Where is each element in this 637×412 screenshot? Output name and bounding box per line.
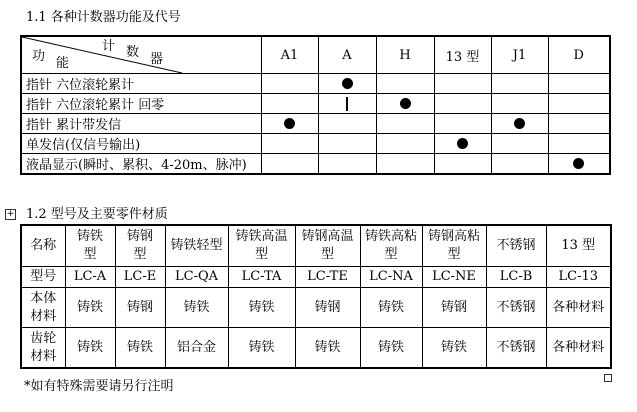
table-cell: LC-B <box>486 267 546 288</box>
table-header-row <box>21 36 610 74</box>
table-cell: LC-A <box>65 267 115 288</box>
mark-cell <box>318 154 376 175</box>
header-char: 能 <box>56 56 70 71</box>
table-cell: LC-E <box>115 267 165 288</box>
function-label: 单发信(仅信号输出) <box>21 134 261 154</box>
table-cell: 铸铁 <box>65 328 115 369</box>
table-cell: 铸铁轻型 <box>165 225 228 267</box>
mark-cell <box>491 114 548 134</box>
table-cell: LC-NE <box>422 267 486 288</box>
table-row <box>21 154 610 175</box>
mark-cell <box>318 134 376 154</box>
table-cell: 铸钢 <box>422 288 486 328</box>
section-2-heading: 1.2 型号及主要零件材质 <box>26 207 168 222</box>
table-cell: 各种材料 <box>546 288 611 328</box>
table-cell: LC-TA <box>228 267 295 288</box>
header-char: 功 <box>32 49 46 64</box>
footnote: *如有特殊需要请另行注明 <box>24 379 174 394</box>
table-cell: 铸铁高粘型 <box>360 225 422 267</box>
function-code-table <box>20 35 611 175</box>
table-cell: 铸钢高温型 <box>295 225 360 267</box>
mark-cell <box>434 94 491 114</box>
function-label: 指针 六位滚轮累计 <box>21 74 261 94</box>
mark-cell <box>318 94 376 114</box>
mark-cell <box>548 134 610 154</box>
table-cell: 铸铁 <box>360 328 422 369</box>
vertical-bar-icon <box>346 97 348 111</box>
mark-cell <box>376 74 434 94</box>
table-cell: 铸铁 <box>422 328 486 369</box>
mark-cell <box>491 94 548 114</box>
filled-circle-icon <box>457 138 468 149</box>
diagonal-header-cell <box>21 36 261 74</box>
name-row <box>21 225 611 267</box>
function-label: 指针 六位滚轮累计 回零 <box>21 94 261 114</box>
table-cell: 铸铁 <box>165 288 228 328</box>
mark-cell <box>261 154 318 175</box>
row-label: 本体材料 <box>21 288 65 328</box>
table-resize-handle-icon[interactable] <box>604 374 612 382</box>
filled-circle-icon <box>400 98 411 109</box>
mark-cell <box>376 114 434 134</box>
mark-cell <box>261 134 318 154</box>
header-char: 数 <box>126 45 140 60</box>
table-cell: LC-TE <box>295 267 360 288</box>
filled-circle-icon <box>284 118 295 129</box>
table-cell: LC-NA <box>360 267 422 288</box>
table-cell: 铸钢 <box>115 288 165 328</box>
header-char: 计 <box>102 39 116 54</box>
mark-cell <box>548 94 610 114</box>
mark-cell <box>548 114 610 134</box>
body-material-row <box>21 288 611 328</box>
mark-cell <box>434 114 491 134</box>
table-cell: 铸铁 <box>228 328 295 369</box>
mark-cell <box>434 134 491 154</box>
mark-cell <box>318 74 376 94</box>
table-cell: 各种材料 <box>546 328 611 369</box>
table-cell: 不锈钢 <box>486 328 546 369</box>
code-header: D <box>548 36 610 74</box>
section-1-heading: 1.1 各种计数器功能及代号 <box>26 10 181 25</box>
table-row <box>21 134 610 154</box>
mark-cell <box>491 154 548 175</box>
table-cell: 铸铁 <box>65 288 115 328</box>
code-header: J1 <box>491 36 548 74</box>
table-cell: 不锈钢 <box>486 288 546 328</box>
mark-cell <box>491 134 548 154</box>
gear-material-row <box>21 328 611 369</box>
table-cell: 铸铁 <box>228 288 295 328</box>
table-cell: 13 型 <box>546 225 611 267</box>
table-cell: 不锈钢 <box>486 225 546 267</box>
mark-cell <box>548 154 610 175</box>
table-cell: 铸铁 <box>295 328 360 369</box>
table-cell: 铝合金 <box>165 328 228 369</box>
mark-cell <box>261 74 318 94</box>
mark-cell <box>434 74 491 94</box>
code-header: H <box>376 36 434 74</box>
table-cell: 铸钢 <box>295 288 360 328</box>
row-label: 齿轮材料 <box>21 328 65 369</box>
filled-circle-icon <box>573 158 584 169</box>
filled-circle-icon <box>342 78 353 89</box>
header-char: 器 <box>150 52 164 67</box>
mark-cell <box>434 154 491 175</box>
mark-cell <box>261 94 318 114</box>
model-row <box>21 267 611 288</box>
function-label: 液晶显示(瞬时、累积、4-20m、脉冲) <box>21 154 261 175</box>
table-cell: LC-QA <box>165 267 228 288</box>
code-header: A1 <box>261 36 318 74</box>
table-cell: 铸铁型 <box>65 225 115 267</box>
table-cell: 铸铁 <box>115 328 165 369</box>
table-cell: 铸铁高温型 <box>228 225 295 267</box>
mark-cell <box>261 114 318 134</box>
table-row <box>21 94 610 114</box>
filled-circle-icon <box>514 118 525 129</box>
model-material-table <box>20 224 612 369</box>
table-row <box>21 114 610 134</box>
mark-cell <box>318 114 376 134</box>
table-cell: 铸铁 <box>360 288 422 328</box>
table-row <box>21 74 610 94</box>
function-label: 指针 累计带发信 <box>21 114 261 134</box>
table-cell: LC-13 <box>546 267 611 288</box>
code-header: 13 型 <box>434 36 491 74</box>
table-move-handle-icon[interactable]: + <box>6 209 15 219</box>
row-label: 名称 <box>21 225 65 267</box>
mark-cell <box>376 94 434 114</box>
mark-cell <box>376 134 434 154</box>
code-header: A <box>318 36 376 74</box>
table-cell: 铸钢型 <box>115 225 165 267</box>
mark-cell <box>548 74 610 94</box>
mark-cell <box>491 74 548 94</box>
mark-cell <box>376 154 434 175</box>
row-label: 型号 <box>21 267 65 288</box>
table-cell: 铸钢高粘型 <box>422 225 486 267</box>
